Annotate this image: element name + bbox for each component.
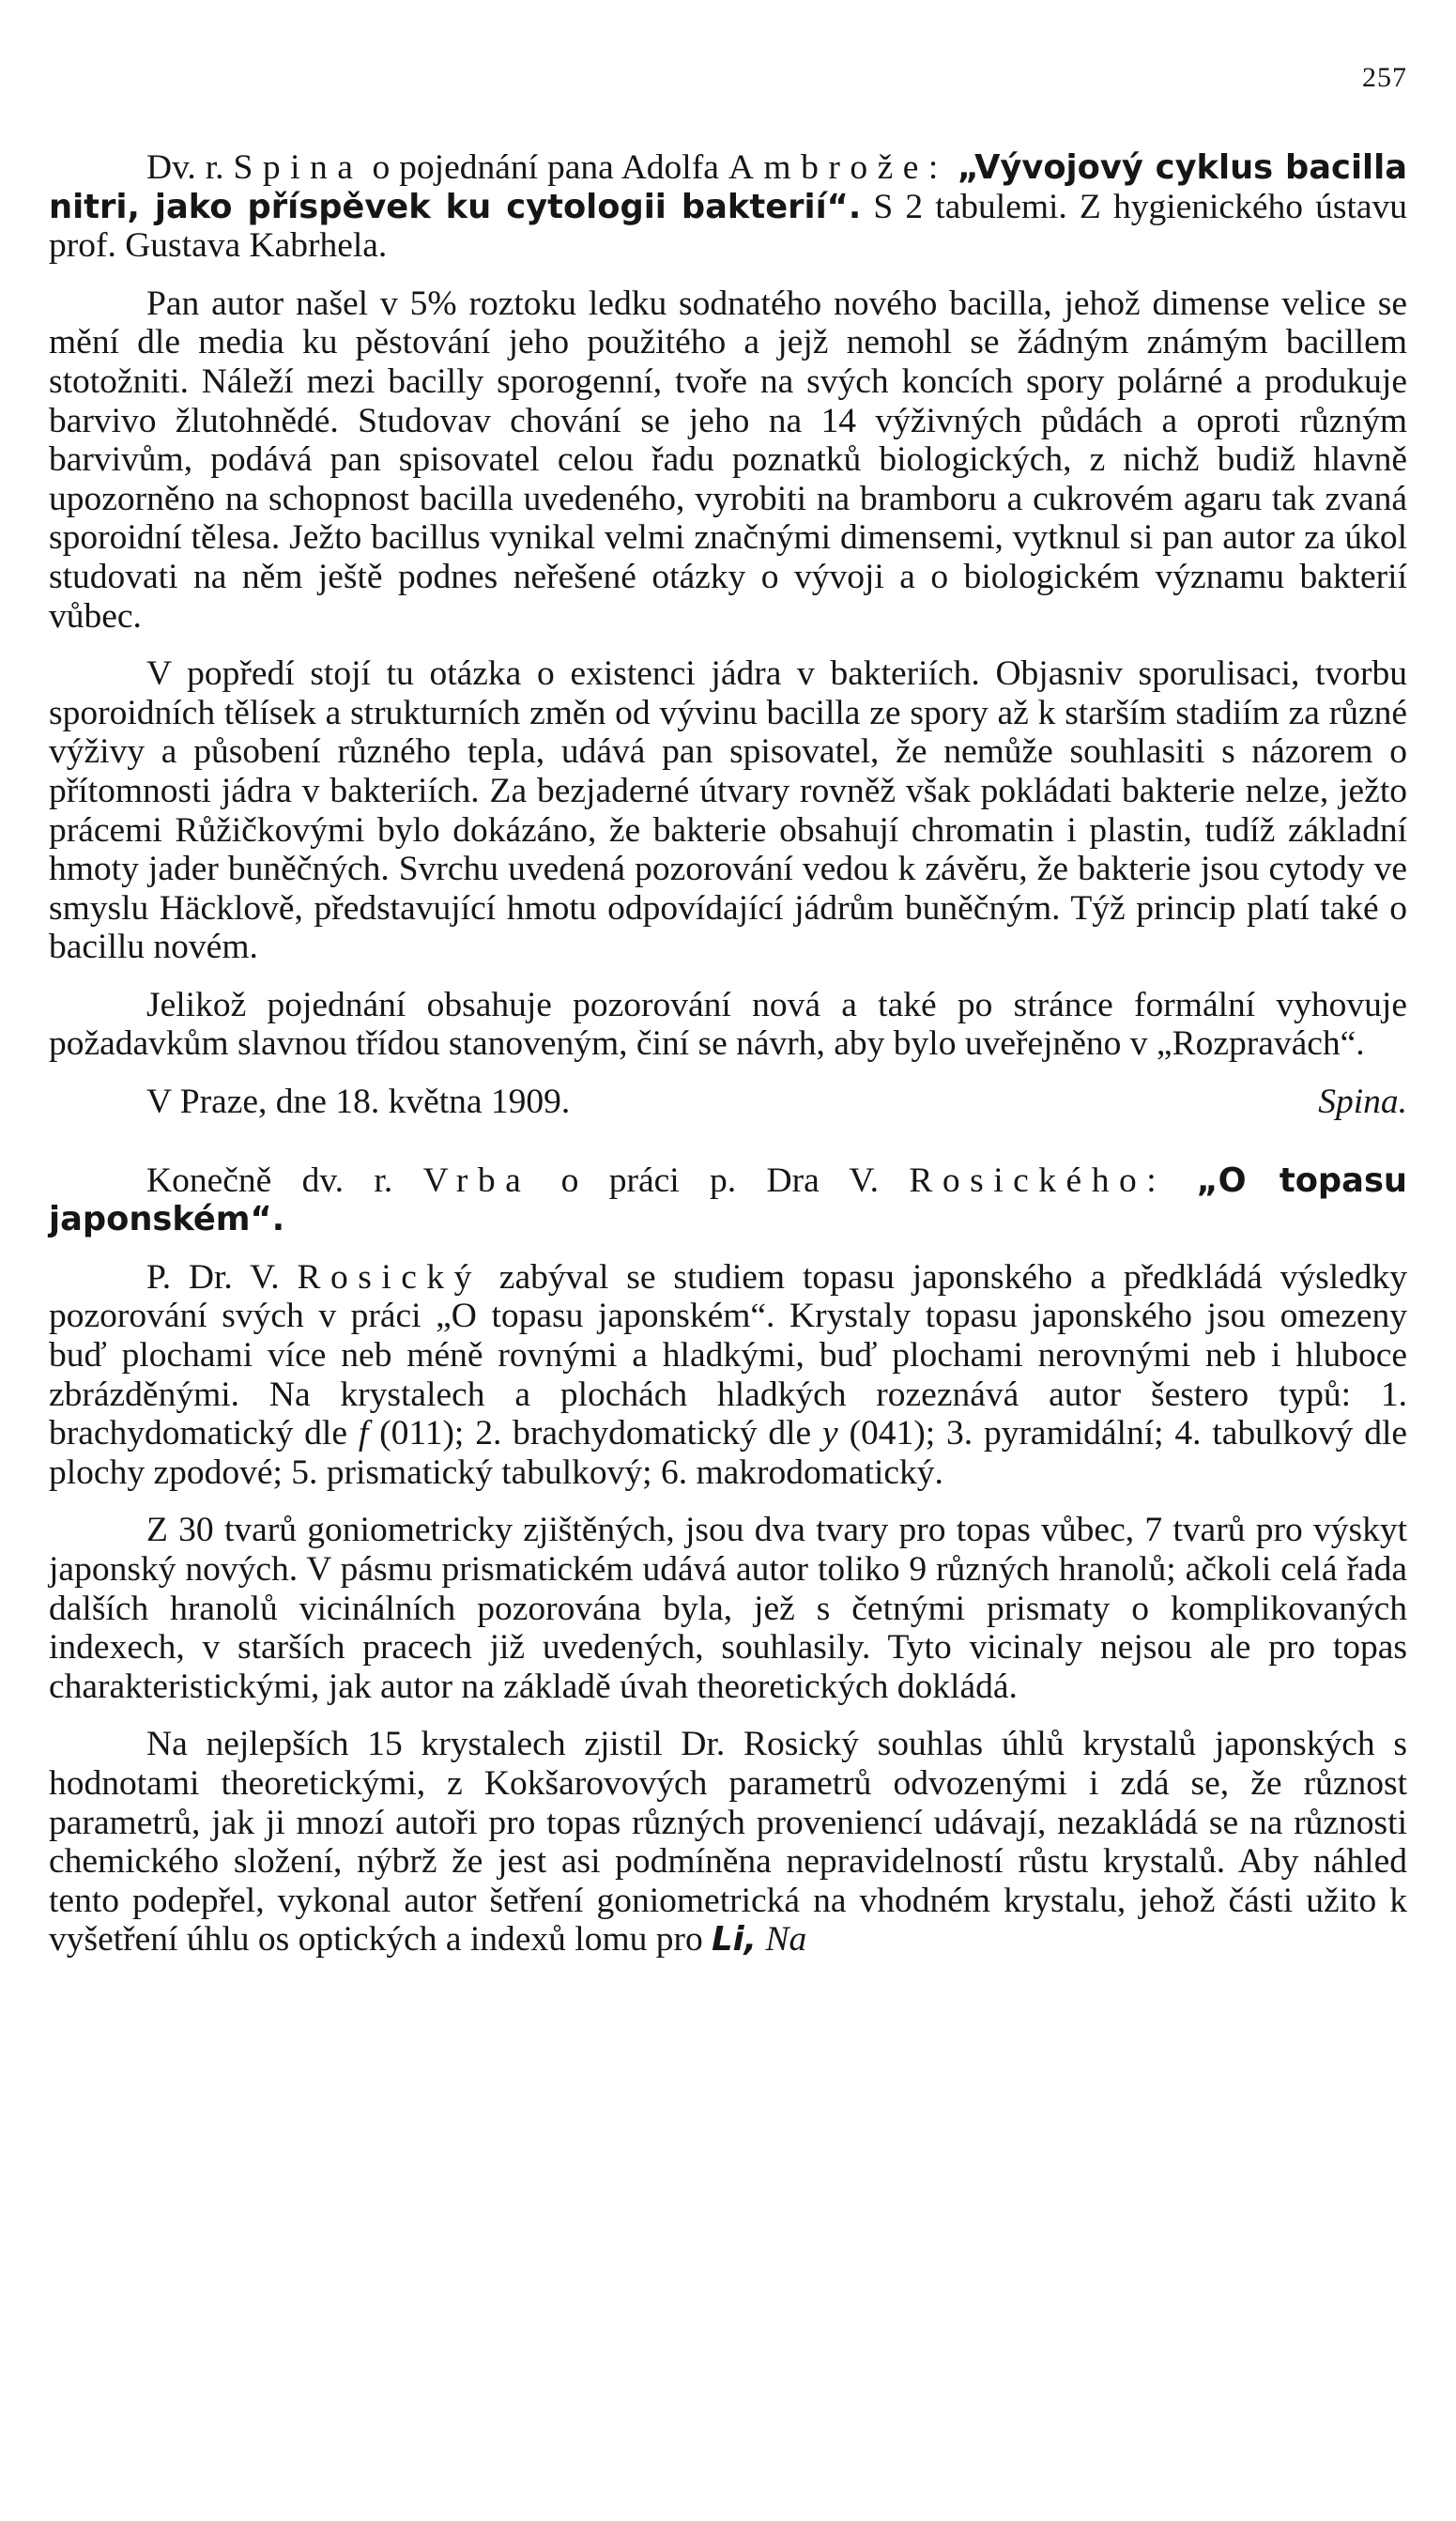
text-span: (041); 3. pyramidální; 4. tabulkový dle plochy zpodové; 5. prismatický tabulkový; 6. makrodomatický. <box>49 1414 1408 1492</box>
paragraph: Jelikož pojednání obsahuje pozorování nová a také po stránce formální vyhovuje požadavkům slavnou třídou stanoveným, činí se návrh, aby bylo uveřejněno v „Rozpravách“. <box>49 985 1407 1064</box>
paper-title: „O topasu japonském“. <box>49 1161 1408 1239</box>
dateline-row <box>49 1083 1407 1122</box>
text-span: zabýval se studiem topasu japonského a předkládá výsledky pozorování svých v práci „O topasu japonském“. Krystaly topasu japonského jsou omezeny buď plochami více neb méně rovnými a hladkými, buď plochami nerovnými neb i hluboce zbrázděnými. Na krystalech a plochách hladkých rozeznává autor šestero typů: 1. brachydomatický dle <box>49 1257 1408 1453</box>
signature: Spina. <box>1318 1083 1407 1122</box>
body-text <box>49 148 1407 1960</box>
paragraph <box>49 1258 1407 1493</box>
intro-mid: o pojednání pana Adolfa <box>372 148 719 187</box>
text-span: P. Dr. V. <box>146 1257 280 1297</box>
face-symbol: f <box>358 1414 369 1453</box>
emphasis: Na <box>765 1920 807 1960</box>
text-span: Na nejlepších 15 krystalech zjistil Dr. Rosický souhlas úhlů krystalů japonských s hodnotami theoretickými, z Kokšarovových parametrů odvozenými i zdá se, že různost parametrů, jak ji mnozí autoři pro topas různých proveniencí udávají, nezakládá se na různosti chemického složení, nýbrž že jest asi podmíněna nepravidelností růstu krystalů. Aby náhled tento podepřel, vykonal autor šetření goniometrická na vhodném krystalu, jehož části užito k vyšetření úhlu os optických a indexů lomu pro <box>49 1725 1407 1960</box>
author-name: Rosický <box>297 1257 482 1297</box>
text-span: (011); 2. brachydomatický dle <box>379 1414 812 1453</box>
intro-rest: S 2 tabulemi. Z hygienického ústavu prof. Gustava Kabrhela. <box>49 187 1408 266</box>
report-vrba-intro <box>49 1161 1407 1239</box>
report-spina-intro <box>49 148 1407 266</box>
intro-prefix: Konečně dv. r. <box>146 1161 393 1200</box>
paragraph: V popředí stojí tu otázka o existenci jádra v bakteriích. Objasniv sporulisaci, tvorbu sporoidních tělísek a strukturních změn od vývinu bacilla ze spory až k starším stadiím za různé výživy a působení různého tepla, udává pan spisovatel, že nemůže souhlasiti s názorem o přítomnosti jádra v bakteriích. Za bezjaderné útvary rovněž však pokládati bakterie nelze, ježto prácemi Růžičkovými bylo dokázáno, že bakterie obsahují chromatin i plastin, tudíž základní hmoty jader buněčných. Svrchu uvedená pozorování vedou k závěru, že bakterie jsou cytody ve smyslu Häcklově, představující hmotu odpovídající jádrům buněčným. Týž princip platí také o bacillu novém. <box>49 654 1407 967</box>
paper-title: „Vývojový cyklus bacilla nitri, jako příspěvek ku cytologii bakterií“. <box>49 148 1407 226</box>
emphasis: Li, <box>712 1920 758 1960</box>
paragraph: Pan autor našel v 5% roztoku ledku sodnatého nového bacilla, jehož dimense velice se mění dle media ku pěstování jeho použitého a jejž nemohl se žádným známým bacillem stotožniti. Náleží mezi bacilly sporogenní, tvoře na svých koncích spory polárné a produkuje barvivo žlutohnědé. Studovav chování se jeho na 14 výživných půdách a oproti různým barvivům, podává pan spisovatel celou řadu poznatků biologických, z nichž budiž hlavně upozorněno na schopnost bacilla uvedeného, vyrobiti na bramboru a cukrovém agaru tak zvaná sporoidní tělesa. Ježto bacillus vynikal velmi značnými dimensemi, vytknul si pan autor za úkol studovati na něm ještě podnes neřešené otázky o vývoji a o biologickém významu bakterií vůbec. <box>49 284 1407 636</box>
reviewer-name: Spina <box>233 148 363 187</box>
paragraph <box>49 1725 1407 1960</box>
paragraph: Z 30 tvarů goniometricky zjištěných, jsou dva tvary pro topas vůbec, 7 tvarů pro výskyt japonský nových. V pásmu prismatickém udává autor toliko 9 různých hranolů; ačkoli celá řada dalších hranolů vicinálních pozorována byla, jež s četnými prismaty o komplikovaných indexech, v starších pracech již uvedených, souhlasily. Tyto vicinaly nejsou ale pro topas charakteristickými, jak autor na základě úvah theoretických dokládá. <box>49 1511 1407 1706</box>
page-number: 257 <box>1362 62 1407 93</box>
intro-title-abbr: Dv. r. <box>146 148 224 187</box>
author-name: Ambrože: <box>728 148 948 187</box>
reviewer-name: Vrba <box>422 1161 531 1200</box>
intro-mid: o práci p. Dra V. <box>560 1161 880 1200</box>
author-name: Rosického: <box>909 1161 1167 1200</box>
face-symbol: y <box>821 1414 838 1453</box>
dateline: V Praze, dne 18. května 1909. <box>146 1083 571 1122</box>
